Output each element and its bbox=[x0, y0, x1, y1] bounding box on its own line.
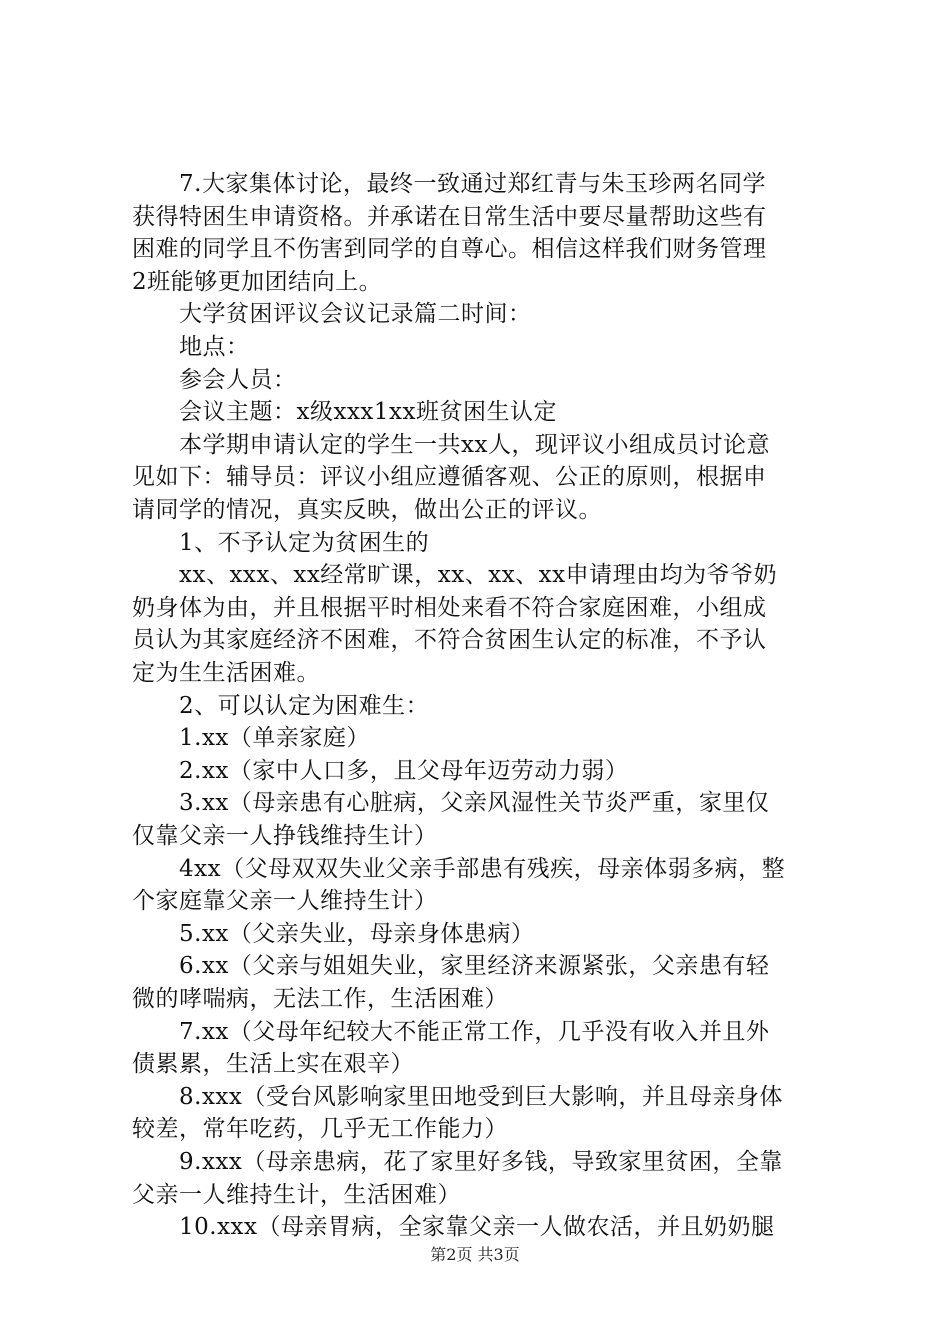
text-line: 1、不予认定为贫困生的 bbox=[132, 529, 430, 556]
text-line: 地点： bbox=[132, 334, 250, 360]
text-line: 2班能够更加团结向上。 bbox=[132, 268, 383, 295]
text-line: 会议主题：x级xxx1xx班贫困生认定 bbox=[132, 399, 557, 426]
text-line: 7.xx（父母年纪较大不能正常工作，几乎没有收入并且外 bbox=[132, 1018, 770, 1045]
text-line: 大学贫困评议会议记录篇二时间： bbox=[132, 301, 532, 328]
text-line: 奶身体为由，并且根据平时相处来看不符合家庭困难，小组成 bbox=[132, 594, 767, 621]
text-line: 请同学的情况，真实反映，做出公正的评议。 bbox=[132, 497, 602, 523]
text-line: 7.大家集体讨论，最终一致通过郑红青与朱玉珍两名同学 bbox=[132, 171, 766, 197]
text-line: 个家庭靠父亲一人维持生计） bbox=[132, 888, 438, 915]
text-line: 见如下：辅导员：评议小组应遵循客观、公正的原则，根据申 bbox=[132, 464, 767, 491]
text-line: 获得特困生申请资格。并承诺在日常生活中要尽量帮助这些有 bbox=[132, 203, 767, 230]
text-line: xx、xxx、xx经常旷课，xx、xx、xx申请理由均为爷爷奶 bbox=[132, 562, 778, 589]
text-line: 本学期申请认定的学生一共xx人，现评议小组成员讨论意 bbox=[132, 431, 770, 458]
text-line: 5.xx（父亲失业，母亲身体患病） bbox=[132, 920, 535, 947]
text-line: 6.xx（父亲与姐姐失业，家里经济来源紧张，父亲患有轻 bbox=[132, 953, 770, 980]
page-footer: 第2页 共3页 bbox=[430, 1245, 520, 1264]
text-line: 8.xxx（受台风影响家里田地受到巨大影响，并且母亲身体 bbox=[132, 1083, 783, 1110]
text-line: 较差，常年吃药，几乎无工作能力） bbox=[132, 1116, 508, 1143]
text-line: 2.xx（家中人口多，且父母年迈劳动力弱） bbox=[132, 757, 629, 784]
text-line: 困难的同学且不伤害到同学的自尊心。相信这样我们财务管理 bbox=[132, 236, 767, 263]
text-line: 父亲一人维持生计，生活困难） bbox=[132, 1181, 461, 1208]
text-line: 1.xx（单亲家庭） bbox=[132, 725, 370, 752]
text-line: 员认为其家庭经济不困难，不符合贫困生认定的标准，不予认 bbox=[132, 627, 767, 654]
text-line: 仅靠父亲一人挣钱维持生计） bbox=[132, 823, 438, 849]
text-line: 微的哮喘病，无法工作，生活困难） bbox=[132, 986, 508, 1012]
text-line: 9.xxx（母亲患病，花了家里好多钱，导致家里贫困，全靠 bbox=[132, 1149, 783, 1175]
text-line: 3.xx（母亲患有心脏病，父亲风湿性关节炎严重，家里仅 bbox=[132, 790, 770, 817]
text-line: 参会人员： bbox=[132, 366, 297, 393]
text-line: 10.xxx（母亲胃病，全家靠父亲一人做农活，并且奶奶腿 bbox=[132, 1214, 775, 1241]
text-line: 2、可以认定为困难生： bbox=[132, 692, 430, 719]
text-line: 债累累，生活上实在艰辛） bbox=[132, 1051, 414, 1078]
text-line: 定为生生活困难。 bbox=[132, 660, 320, 686]
text-line: 4xx（父母双双失业父亲手部患有残疾，母亲体弱多病，整 bbox=[132, 855, 786, 882]
